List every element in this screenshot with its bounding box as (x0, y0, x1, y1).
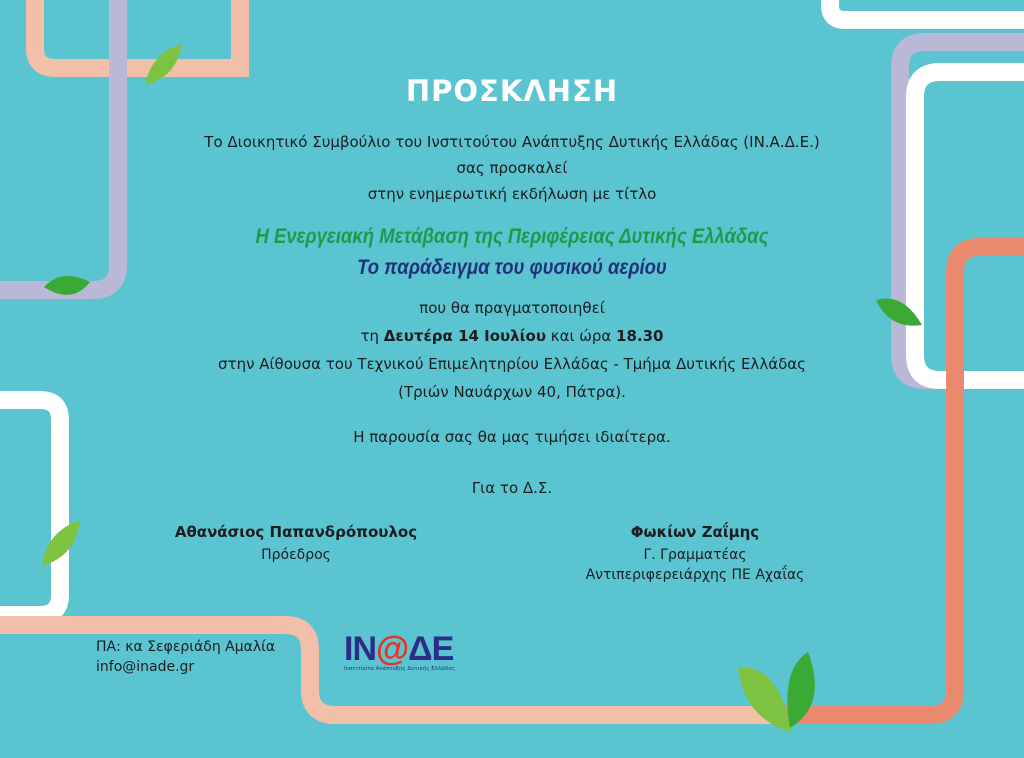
when-middle: και ώρα (545, 327, 617, 345)
venue-line-1: στην Αίθουσα του Τεχνικού Επιμελητηρίου Ελλάδας - Τμήμα Δυτικής Ελλάδας (218, 355, 806, 373)
when-prefix: τη (360, 327, 384, 345)
event-title: Η Ενεργειακή Μετάβαση της Περιφέρειας Δυτικής Ελλάδας (255, 225, 769, 248)
contact-email[interactable]: info@inade.gr (96, 659, 195, 675)
intro-line-3: στην ενημερωτική εκδήλωση με τίτλο (367, 185, 657, 203)
closing-line: Η παρουσία σας θα μας τιμήσει ιδιαίτερα. (353, 428, 671, 446)
for-board-line: Για το Δ.Σ. (471, 479, 553, 497)
when-line-2 (0, 327, 1024, 345)
when-line-1: που θα πραγματοποιηθεί (419, 299, 605, 317)
signatory-name: Φωκίων Ζαΐμης (630, 523, 760, 541)
signatory-role: Πρόεδρος (261, 547, 331, 563)
contact-person: ΠΑ: κα Σεφεριάδη Αμαλία (96, 639, 276, 655)
signatory-role-2: Αντιπεριφερειάρχης ΠΕ Αχαΐας (585, 567, 805, 583)
venue-line-2: (Τριών Ναυάρχων 40, Πάτρα). (398, 383, 626, 401)
contact-info (96, 637, 275, 677)
event-time: 18.30 (616, 327, 664, 345)
event-day: Δευτέρα 14 Ιουλίου (383, 327, 546, 345)
invitation-title: ΠΡΟΣΚΛΗΣΗ (405, 74, 619, 108)
intro-line-1: Το Διοικητικό Συμβούλιο του Ινστιτούτου Ανάπτυξης Δυτικής Ελλάδας (ΙΝ.Α.Δ.Ε.) (204, 133, 820, 151)
inade-logo (344, 630, 464, 672)
event-subtitle: Το παράδειγμα του φυσικού αερίου (357, 256, 667, 279)
logo-mark: ΙΝ@ΔΕ (344, 630, 454, 668)
signatory-secretary (570, 523, 820, 585)
intro-line-2: σας προσκαλεί (456, 159, 568, 177)
signatory-president (166, 523, 426, 565)
signatory-name: Αθανάσιος Παπανδρόπουλος (174, 523, 418, 541)
signatory-role: Γ. Γραμματέας (643, 547, 747, 563)
logo-tagline: Ινστιτούτο Ανάπτυξης Δυτικής Ελλάδας (344, 666, 456, 672)
